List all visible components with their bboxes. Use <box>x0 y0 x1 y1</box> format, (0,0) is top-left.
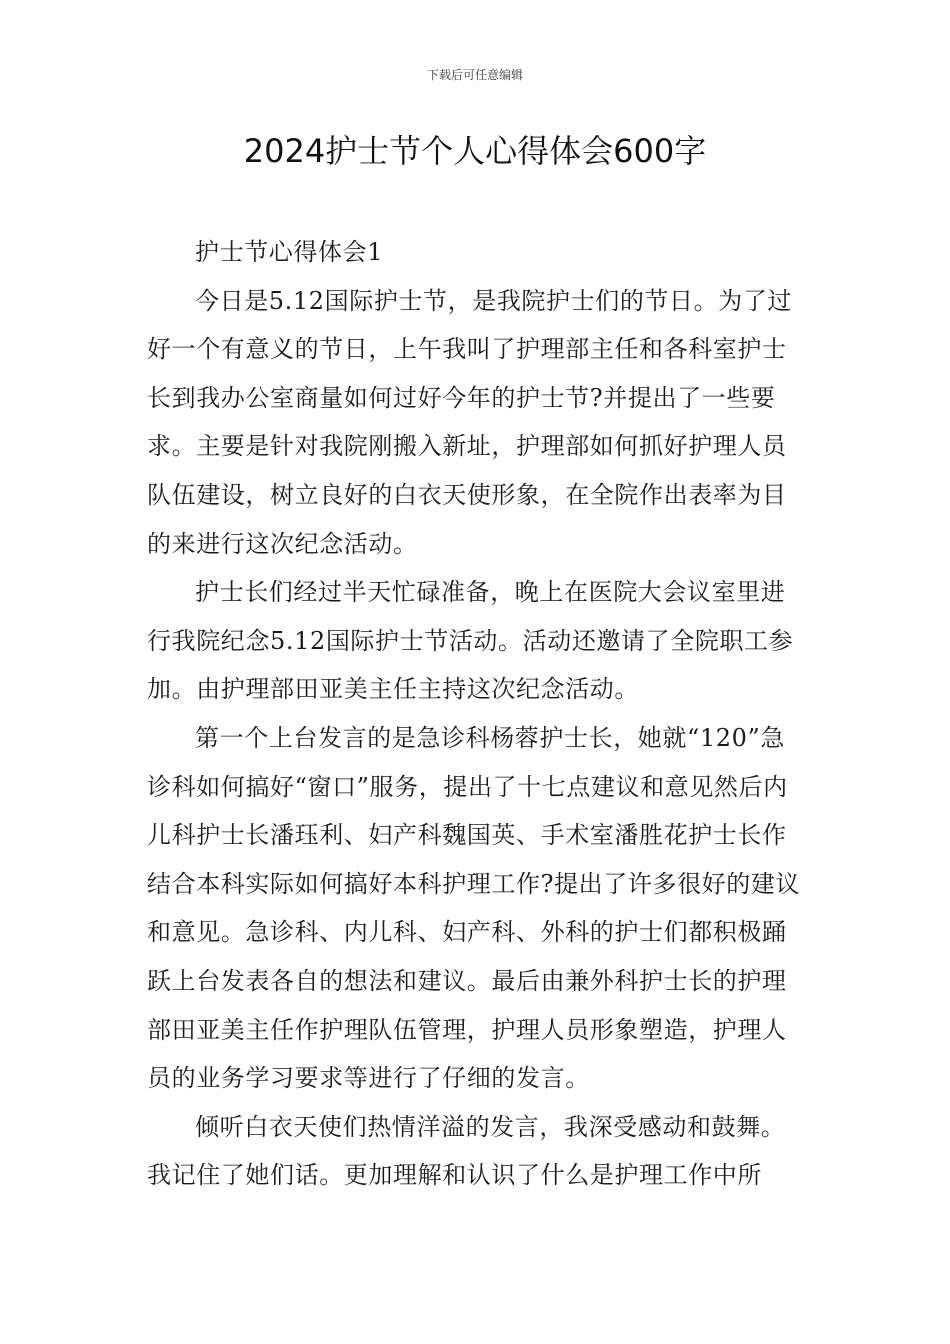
paragraph: 今日是5.12国际护士节，是我院护士们的节日。为了过好一个有意义的节日，上午我叫了护理部主任和各科室护士长到我办公室商量如何过好今年的护士节?并提出了一些要求。主要是针对我院刚搬入新址，护理部如何抓好护理人员队伍建设，树立良好的白衣天使形象，在全院作出表率为目的来进行这次纪念活动。 <box>147 286 793 558</box>
paragraph: 倾听白衣天使们热情洋溢的发言，我深受感动和鼓舞。我记住了她们话。更加理解和认识了什么是护理工作中所 <box>147 1112 786 1190</box>
header-note: 下载后可任意编辑 <box>426 68 523 82</box>
document-title: 2024护士节个人心得体会600字 <box>243 132 707 170</box>
paragraph: 第一个上台发言的是急诊科杨蓉护士长，她就“120”急诊科如何搞好“窗口”服务，提出了十七点建议和意见然后内儿科护士长潘珏利、妇产科魏国英、手术室潘胜花护士长作结合本科实际如何搞好本科护理工作?提出了许多很好的建议和意见。急诊科、内儿科、妇产科、外科的护士们都积极踊跃上台发表各自的想法和建议。最后由兼外科护士长的护理部田亚美主任作护理队伍管理，护理人员形象塑造，护理人员的业务学习要求等进行了仔细的发言。 <box>147 723 801 1093</box>
document-body <box>147 228 807 1200</box>
paragraph: 护士长们经过半天忙碌准备，晚上在医院大会议室里进行我院纪念5.12国际护士节活动。活动还邀请了全院职工参加。由护理部田亚美主任主持这次纪念活动。 <box>147 578 794 704</box>
section-heading: 护士节心得体会1 <box>195 238 384 266</box>
